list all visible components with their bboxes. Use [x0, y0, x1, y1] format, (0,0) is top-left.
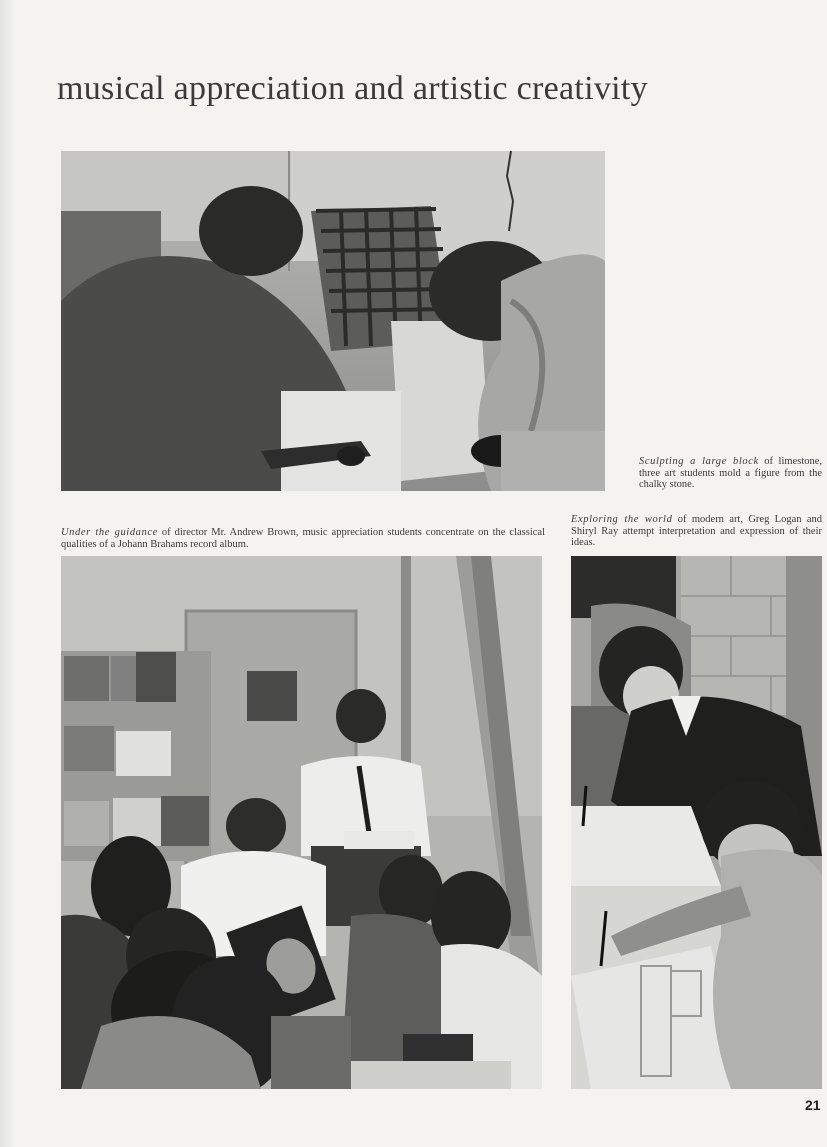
page-title: musical appreciation and artistic creativity — [57, 70, 648, 107]
art-students-photo — [571, 556, 822, 1089]
sculpting-caption-text: of limestone, three art students mold a figure from the chalky stone. — [639, 456, 822, 490]
sculpting-caption — [639, 456, 822, 491]
page-edge-shadow — [0, 0, 16, 1147]
sculpting-photo-image — [61, 151, 605, 491]
sculpting-caption-lead: Sculpting a large block — [639, 456, 759, 467]
music-appreciation-photo-image — [61, 556, 542, 1089]
music-caption — [61, 527, 545, 550]
page-number: 21 — [805, 1097, 821, 1113]
music-caption-text: of director Mr. Andrew Brown, music appreciation students concentrate on the classical qualities of a Johann Brahams record album. — [61, 527, 546, 550]
sculpting-photo — [61, 151, 605, 491]
art-caption-text: of modern art, Greg Logan and Shiryl Ray attempt interpretation and expression of their ideas. — [571, 514, 822, 548]
art-caption — [571, 514, 822, 549]
music-caption-lead: Under the guidance — [61, 527, 158, 538]
art-caption-lead: Exploring the world — [571, 514, 673, 525]
music-appreciation-photo — [61, 556, 542, 1089]
art-students-photo-image — [571, 556, 822, 1089]
